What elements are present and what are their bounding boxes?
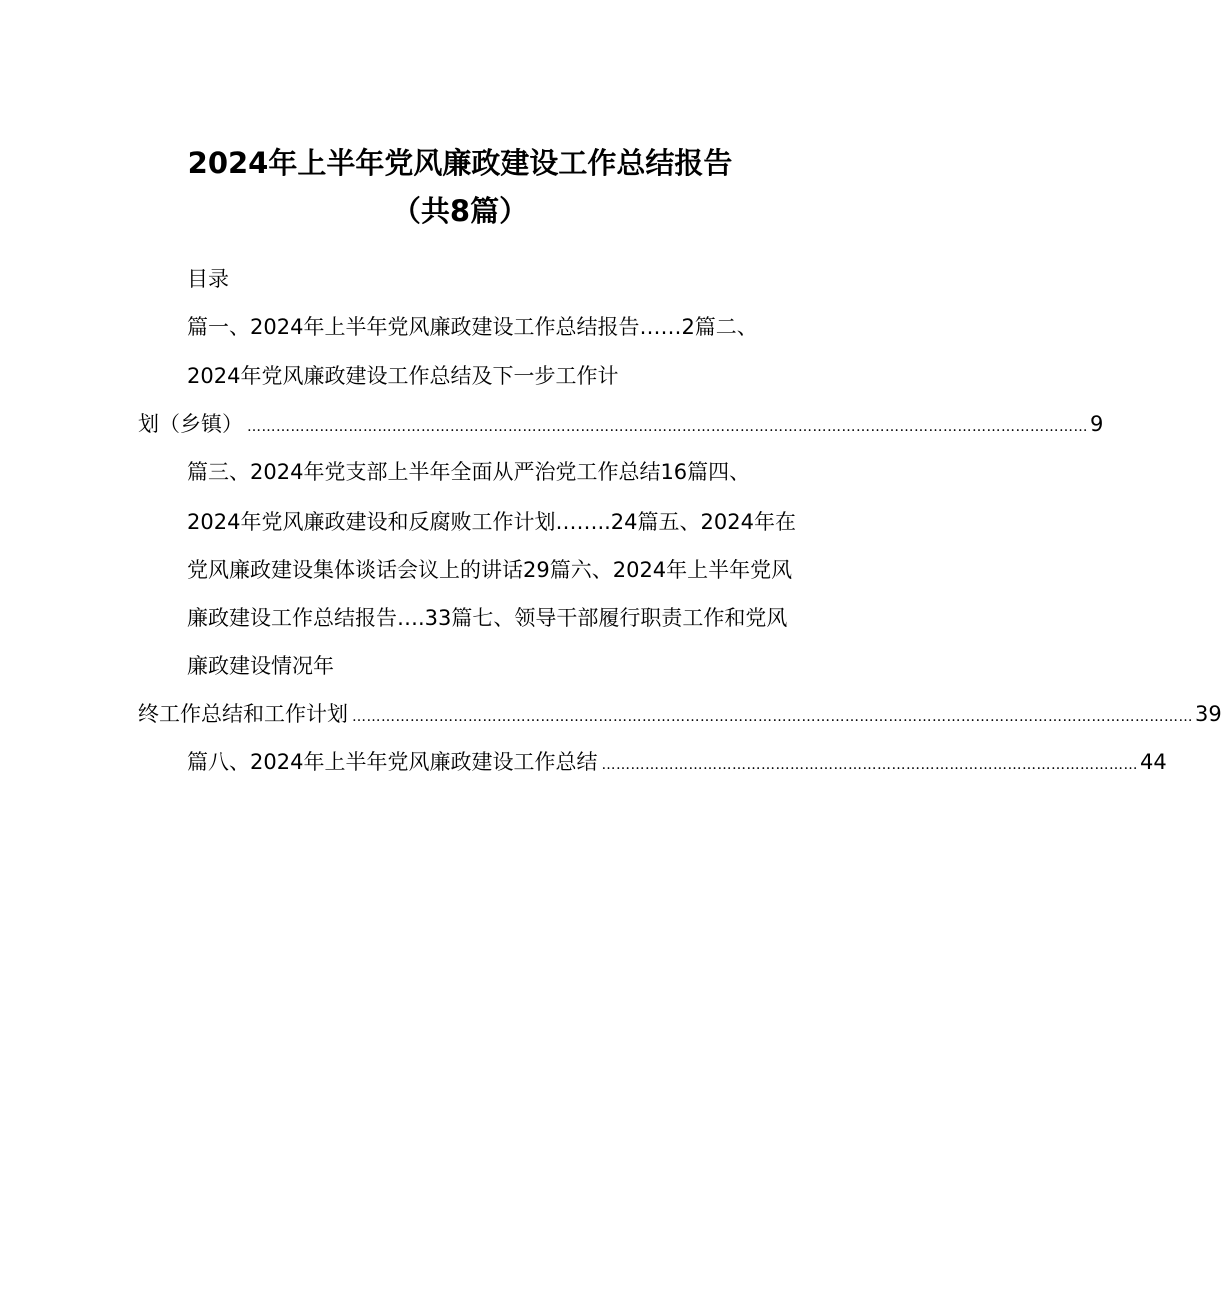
- toc-entry-page: 9: [1090, 412, 1104, 436]
- toc-entry-title: 划（乡镇）: [138, 412, 243, 436]
- toc-entry-title: 终工作总结和工作计划: [138, 702, 348, 726]
- dot-leader: …………………………………………………………………………………………………: [601, 757, 1138, 773]
- dot-leader: …………………………………………………………………………………………………………………………………………………………: [352, 709, 1193, 725]
- toc-heading: 目录: [187, 267, 229, 291]
- toc-entry-page: 39: [1195, 702, 1222, 726]
- toc-entry-title: 篇八、2024年上半年党风廉政建设工作总结: [187, 750, 598, 774]
- toc-line: 篇三、2024年党支部上半年全面从严治党工作总结16篇四、: [187, 460, 751, 484]
- toc-line: 2024年党风廉政建设和反腐败工作计划……..24篇五、2024年在: [187, 510, 796, 534]
- toc-entry[interactable]: [138, 410, 1104, 441]
- toc-line: 2024年党风廉政建设工作总结及下一步工作计: [187, 364, 619, 388]
- toc-line: 党风廉政建设集体谈话会议上的讲话29篇六、2024年上半年党风: [187, 558, 793, 582]
- toc-line: 廉政建设情况年: [187, 654, 334, 678]
- document-title: 2024年上半年党风廉政建设工作总结报告: [187, 146, 733, 180]
- toc-entry-page: 44: [1139, 750, 1167, 774]
- dot-leader: …………………………………………………………………………………………………………………………………………………………: [247, 419, 1088, 435]
- toc-line: 廉政建设工作总结报告….33篇七、领导干部履行职责工作和党风: [187, 606, 788, 630]
- toc-line: 篇一、2024年上半年党风廉政建设工作总结报告……2篇二、: [187, 315, 758, 339]
- document-subtitle: （共8篇）: [391, 194, 529, 228]
- toc-entry[interactable]: [187, 748, 1167, 779]
- toc-entry[interactable]: [138, 700, 1222, 731]
